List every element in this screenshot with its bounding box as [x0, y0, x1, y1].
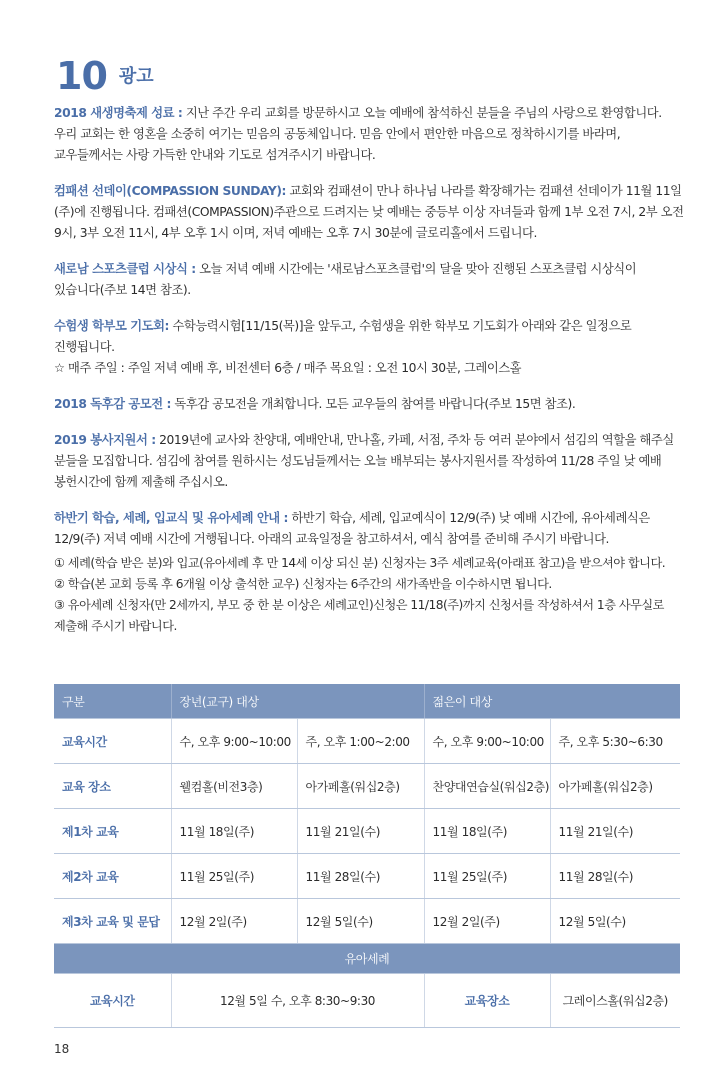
table-cell: 12월 2일(주) — [171, 899, 297, 944]
announcement-compassion-sunday — [54, 181, 684, 244]
table-cell: 11월 18일(주) — [424, 809, 550, 854]
table-row — [54, 899, 680, 944]
table-cell: 11월 18일(주) — [171, 809, 297, 854]
announcement-title: 수험생 학부모 기도회: — [54, 319, 169, 333]
announcement-body: 오늘 저녁 예배 시간에는 '새로남스포츠클럽'의 달을 맞아 진행된 스포츠클럽 시상식이 있습니다(주보 14면 참조). — [54, 262, 637, 297]
table-cell: 11월 21일(수) — [297, 809, 424, 854]
table-cell: 12월 2일(주) — [424, 899, 550, 944]
announcement-title: 새로남 스포츠클럽 시상식 : — [54, 262, 196, 276]
table-row — [54, 719, 680, 764]
announcement-body: 독후감 공모전을 개최합니다. 모든 교우들의 참여를 바랍니다(주보 15면 참조). — [170, 397, 576, 411]
table-header-row — [54, 684, 680, 719]
infant-baptism-band — [54, 944, 680, 974]
announcement-volunteer — [54, 430, 684, 493]
table-cell: 12월 5일(수) — [550, 899, 680, 944]
table-cell: 찬양대연습실(워십2층) — [424, 764, 550, 809]
announcement-body: 지난 주간 우리 교회를 방문하시고 오늘 예배에 참석하신 분들을 주님의 사랑으로 환영합니다. 우리 교회는 한 영혼을 소중히 여기는 믿음의 공동체입니다. 믿음 안에서 편안한 마음으로 정착하시기를 바라며, 교우들께서는 사랑 가득한 안내와 기도로 섬겨주시기 바랍니다. — [54, 106, 662, 162]
section-title: 광고 — [118, 66, 154, 87]
table-cell: 웰컴홀(비전3층) — [171, 764, 297, 809]
column-header: 구분 — [54, 684, 171, 719]
table-cell: 아가페홀(워십2층) — [550, 764, 680, 809]
section-number: 10 — [56, 54, 107, 98]
announcement-title: 컴패션 선데이(COMPASSION SUNDAY): — [54, 184, 287, 198]
table-cell: 12월 5일 수, 오후 8:30~9:30 — [171, 974, 424, 1028]
table-cell: 주, 오후 5:30~6:30 — [550, 719, 680, 764]
table-cell: 11월 28일(수) — [297, 854, 424, 899]
table-cell: 그레이스홀(워십2층) — [550, 974, 680, 1028]
table-cell: 수, 오후 9:00~10:00 — [424, 719, 550, 764]
table-cell: 아가페홀(워십2층) — [297, 764, 424, 809]
announcement-body: 교회와 컴패션이 만나 하나님 나라를 확장해가는 컴패션 선데이가 11월 11일(주)에 진행됩니다. 컴패션(COMPASSION)주관으로 드려지는 낮 예배는 중등부 이상 자녀들과 함께 1부 오전 7시, 2부 오전 9시, 3부 오전 11시, 4부 오후 1시 이며, 저녁 예배는 오후 7시 30분에 글로리홀에서 드립니다. — [54, 184, 684, 240]
announcement-sports-club — [54, 259, 684, 301]
row-label: 교육시간 — [54, 719, 171, 764]
education-schedule-table — [54, 684, 680, 1028]
announcement-title: 하반기 학습, 세례, 입교식 및 유아세례 안내 : — [54, 511, 289, 525]
table-row — [54, 854, 680, 899]
table-cell: 11월 25일(주) — [424, 854, 550, 899]
baptism-notes — [54, 553, 684, 637]
row-label: 교육장소 — [424, 974, 550, 1028]
column-header: 젊은이 대상 — [424, 684, 680, 719]
column-header: 장년(교구) 대상 — [171, 684, 424, 719]
announcement-title: 2019 봉사지원서 : — [54, 433, 156, 447]
page-header — [56, 50, 154, 96]
announcement-title: 2018 새생명축제 성료 : — [54, 106, 183, 120]
announcement-body: 2019년에 교사와 찬양대, 예배안내, 만나홀, 카페, 서점, 주차 등 여러 분야에서 섬김의 역할을 해주실 분들을 모집합니다. 섬김에 참여를 원하시는 성도님들께서는 오늘 배부되는 봉사지원서를 작성하여 11/28 주일 낮 예배 봉헌시간에 함께 제출해 주십시오. — [54, 433, 674, 489]
row-label: 교육 장소 — [54, 764, 171, 809]
list-item: ① 세례(학습 받은 분)와 입교(유아세례 후 만 14세 이상 되신 분) 신청자는 3주 세례교육(아래표 참고)을 받으셔야 합니다. — [54, 556, 666, 570]
announcement-note: ☆ 매주 주일 : 주일 저녁 예배 후, 비전센터 6층 / 매주 목요일 : 오전 10시 30분, 그레이스홀 — [54, 361, 522, 375]
table-row — [54, 764, 680, 809]
table-cell: 11월 28일(수) — [550, 854, 680, 899]
table-cell: 수, 오후 9:00~10:00 — [171, 719, 297, 764]
table-cell: 12월 5일(수) — [297, 899, 424, 944]
announcements — [54, 103, 684, 637]
row-label: 교육시간 — [54, 974, 171, 1028]
announcement-parent-prayer — [54, 316, 684, 379]
table-row — [54, 809, 680, 854]
table-cell: 11월 21일(수) — [550, 809, 680, 854]
announcement-baptism — [54, 508, 684, 550]
infant-baptism-band-label: 유아세례 — [54, 944, 680, 974]
announcement-body: 수학능력시험[11/15(목)]을 앞두고, 수험생을 위한 학부모 기도회가 아래와 같은 일정으로 진행됩니다. — [54, 319, 632, 354]
table-row — [54, 974, 680, 1028]
announcement-title: 2018 독후감 공모전 : — [54, 397, 171, 411]
row-label: 제2차 교육 — [54, 854, 171, 899]
row-label: 제1차 교육 — [54, 809, 171, 854]
table-cell: 주, 오후 1:00~2:00 — [297, 719, 424, 764]
announcement-newlife-festival — [54, 103, 684, 166]
announcement-body: 하반기 학습, 세례, 입교예식이 12/9(주) 낮 예배 시간에, 유아세례식은 12/9(주) 저녁 예배 시간에 거행됩니다. 아래의 교육일정을 참고하셔서, 예식 참여를 준비해 주시기 바랍니다. — [54, 511, 650, 546]
page-footer-number: 18 — [54, 1042, 70, 1056]
list-item: ② 학습(본 교회 등록 후 6개월 이상 출석한 교우) 신청자는 6주간의 새가족반을 이수하시면 됩니다. — [54, 577, 552, 591]
list-item: ③ 유아세례 신청자(만 2세까지, 부모 중 한 분 이상은 세례교인)신청은 11/18(주)까지 신청서를 작성하셔서 1층 사무실로 제출해 주시기 바랍니다. — [54, 598, 664, 633]
announcement-essay-contest — [54, 394, 684, 415]
table-cell: 11월 25일(주) — [171, 854, 297, 899]
row-label: 제3차 교육 및 문답 — [54, 899, 171, 944]
